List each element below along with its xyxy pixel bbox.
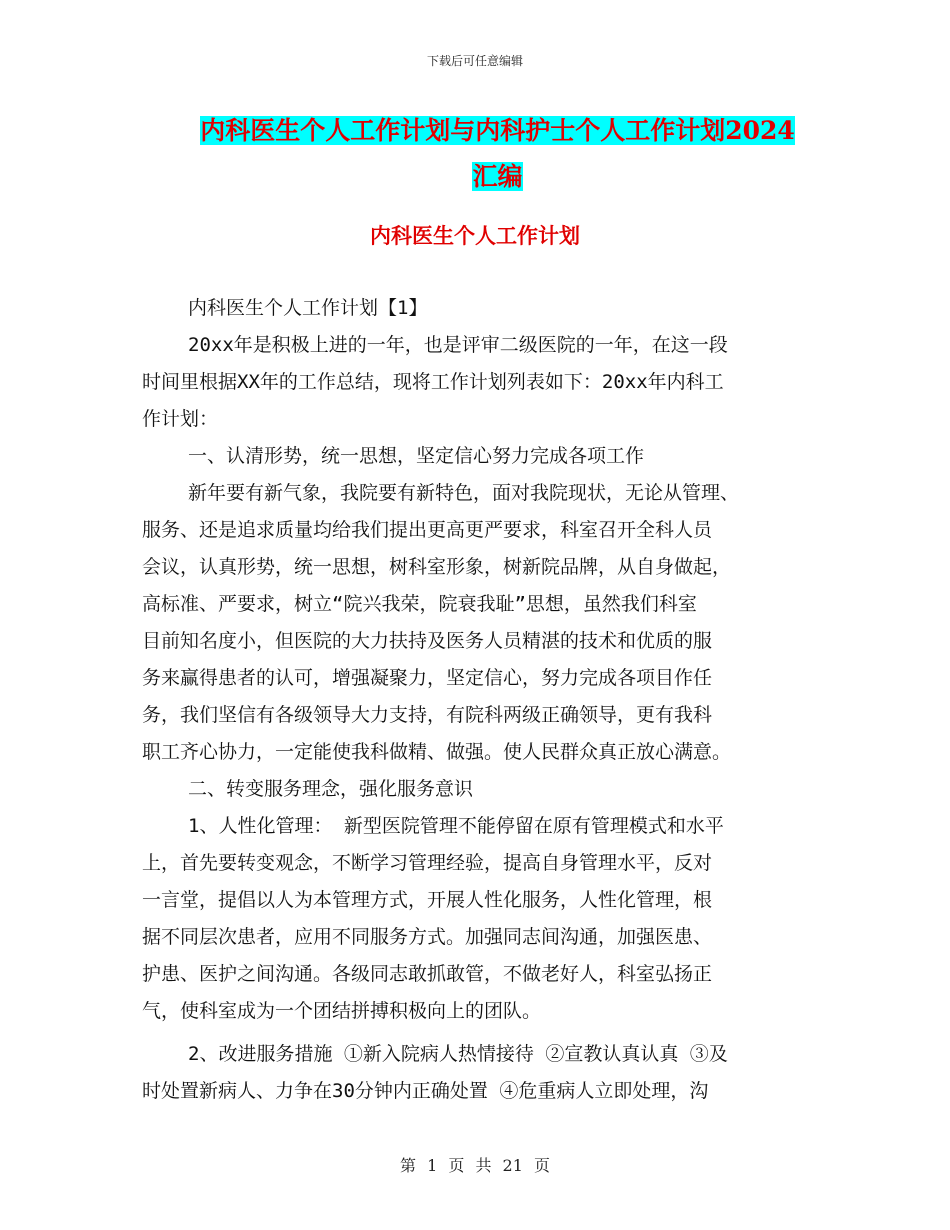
title-line-1: 内科医生个人工作计划与内科护士个人工作计划2024 [200,116,795,145]
paragraph-line: 内科医生个人工作计划【1】 [188,297,428,319]
paragraph-line: 气，使科室成为一个团结拼搏积极向上的团队。 [142,1000,542,1022]
document-title [190,108,805,200]
paragraph-line: 2、改进服务措施 ①新入院病人热情接待 ②宣教认真认真 ③及 [188,1043,728,1065]
header-note: 下载后可任意编辑 [426,54,523,68]
paragraph-line: 二、转变服务理念，强化服务意识 [188,778,474,800]
paragraph-line: 一言堂，提倡以人为本管理方式，开展人性化服务，人性化管理，根 [142,889,713,911]
section-title: 内科医生个人工作计划 [370,223,580,248]
paragraph-line: 1、人性化管理： 新型医院管理不能停留在原有管理模式和水平 [188,815,724,837]
paragraph-line: 务，我们坚信有各级领导大力支持，有院科两级正确领导，更有我科 [142,704,713,726]
paragraph-line: 一、认清形势，统一思想，坚定信心努力完成各项工作 [188,445,645,467]
paragraph-line: 时间里根据XX年的工作总结，现将工作计划列表如下：20xx年内科工 [142,371,724,393]
paragraph-line: 务来赢得患者的认可，增强凝聚力，坚定信心，努力完成各项目作任 [142,667,713,689]
paragraph-line: 作计划： [142,408,219,430]
paragraph-line: 目前知名度小，但医院的大力扶持及医务人员精湛的技术和优质的服 [142,630,713,652]
paragraph-line: 上，首先要转变观念，不断学习管理经验，提高自身管理水平，反对 [142,852,713,874]
paragraph-line: 护患、医护之间沟通。各级同志敢抓敢管，不做老好人，科室弘扬正 [142,963,713,985]
paragraph-line: 20xx年是积极上进的一年，也是评审二级医院的一年，在这一段 [188,334,728,356]
paragraph-line: 据不同层次患者，应用不同服务方式。加强同志间沟通，加强医患、 [142,926,713,948]
paragraph-line: 服务、还是追求质量均给我们提出更高更严要求，科室召开全科人员 [142,519,713,541]
paragraph-line: 会议，认真形势，统一思想，树科室形象，树新院品牌，从自身做起， [142,556,732,578]
paragraph-line: 新年要有新气象，我院要有新特色，面对我院现状，无论从管理、 [188,482,740,504]
paragraph-line: 职工齐心协力，一定能使我科做精、做强。使人民群众真正放心满意。 [142,741,732,763]
paragraph-line: 时处置新病人、力争在30分钟内正确处置 ④危重病人立即处理，沟 [142,1080,709,1102]
body-text [142,290,812,1110]
title-line-2: 汇编 [472,162,523,191]
paragraph-line: 高标准、严要求，树立“院兴我荣，院衰我耻”思想，虽然我们科室 [142,593,697,615]
page-footer: 第 1 页 共 21 页 [400,1156,550,1175]
